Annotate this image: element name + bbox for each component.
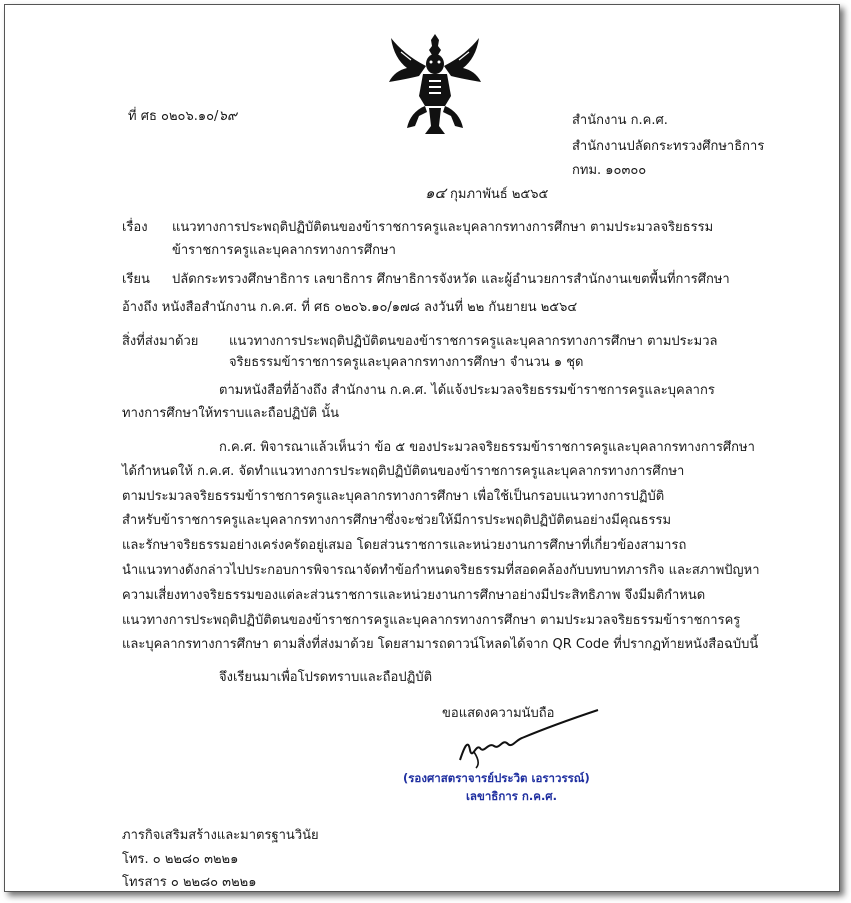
date-day-handwritten: ๑๔	[425, 184, 446, 202]
garuda-emblem-icon	[385, 30, 485, 140]
subject-line-2: ข้าราชการครูและบุคลากรทางการศึกษา	[172, 243, 396, 258]
enclosure-line-2: จริยธรรมข้าราชการครูและบุคลากรทางการศึกษา จำนวน ๑ ชุด	[229, 355, 584, 370]
letter-date	[425, 185, 548, 203]
signer-name: (รองศาสตราจารย์ประวิต เอราวรรณ์)	[403, 771, 590, 785]
signature	[450, 708, 610, 770]
para2-line-5: และรักษาจริยธรรมอย่างเคร่งครัดอยู่เสมอ โดยส่วนราชการและหน่วยงานการศึกษาที่เกี่ยวข้องสามารถ	[122, 538, 687, 553]
closing-paragraph: จึงเรียนมาเพื่อโปรดทราบและถือปฏิบัติ	[219, 670, 433, 685]
sender-office-line-2: สำนักงานปลัดกระทรวงศึกษาธิการ	[572, 139, 765, 154]
subject-line-1: แนวทางการประพฤติปฏิบัติตนของข้าราชการครูและบุคลากรทางการศึกษา ตามประมวลจริยธรรม	[172, 220, 714, 235]
para2-line-3: ตามประมวลจริยธรรมข้าราชการครูและบุคลากรทางการศึกษา เพื่อใช้เป็นกรอบแนวทางการปฏิบัติ	[122, 489, 665, 504]
footer-fax: โทรสาร ๐ ๒๒๘๐ ๓๒๒๑	[122, 875, 257, 890]
para2-line-1: ก.ค.ศ. พิจารณาแล้วเห็นว่า ข้อ ๕ ของประมวลจริยธรรมข้าราชการครูและบุคลากรทางการศึกษา	[219, 440, 755, 455]
enclosure-line-1: แนวทางการประพฤติปฏิบัติตนของข้าราชการครูและบุคลากรทางการศึกษา ตามประมวล	[229, 334, 718, 349]
reference-line: อ้างถึง หนังสือสำนักงาน ก.ค.ศ. ที่ ศธ ๐๒๐๖.๑๐/๑๗๘ ลงวันที่ ๒๒ กันยายน ๒๕๖๔	[122, 300, 578, 315]
to-text: ปลัดกระทรวงศึกษาธิการ เลขาธิการ ศึกษาธิการจังหวัด และผู้อำนวยการสำนักงานเขตพื้นที่การศึกษา	[172, 272, 730, 287]
para1-line-2: ทางการศึกษาให้ทราบและถือปฏิบัติ นั้น	[122, 406, 339, 421]
ref-no-text: ที่ ศธ ๐๒๐๖.๑๐/	[128, 109, 219, 124]
para2-line-4: สำหรับข้าราชการครูและบุคลากรทางการศึกษาซึ่งจะช่วยให้มีการประพฤติปฏิบัติตนอย่างมีคุณธรรม	[122, 513, 672, 528]
regards-text: ขอแสดงความนับถือ	[442, 706, 555, 721]
para2-line-9: และบุคลากรทางการศึกษา ตามสิ่งที่ส่งมาด้วย โดยสามารถดาวน์โหลดได้จาก QR Code ที่ปรากฏท้ายหนังสือฉบับนี้	[122, 637, 759, 652]
reference-number	[128, 108, 237, 125]
para2-line-6: นำแนวทางดังกล่าวไปประกอบการพิจารณาจัดทำข้อกำหนดจริยธรรมที่สอดคล้องกับบทบาทภารกิจ และสภาพปัญหา	[122, 563, 760, 578]
footer-phone: โทร. ๐ ๒๒๘๐ ๓๒๒๑	[122, 852, 239, 867]
para2-line-7: ความเสี่ยงทางจริยธรรมของแต่ละส่วนราชการและหน่วยงานการศึกษาอย่างมีประสิทธิภาพ จึงมีมติกำหนด	[122, 588, 706, 603]
sender-office-line-3: กทม. ๑๐๓๐๐	[572, 163, 647, 178]
ref-no-handwritten: ๖๙	[218, 108, 237, 124]
sender-office-line-1: สำนักงาน ก.ค.ศ.	[572, 113, 668, 128]
para2-line-8: แนวทางการประพฤติปฏิบัติตนของข้าราชการครูและบุคลากรทางการศึกษา ตามประมวลจริยธรรมข้าราชการครู	[122, 613, 741, 628]
para2-line-2: ได้กำหนดให้ ก.ค.ศ. จัดทำแนวทางการประพฤติปฏิบัติตนของข้าราชการครูและบุคลากรทางการศึกษา	[122, 464, 685, 479]
subject-label: เรื่อง	[122, 220, 148, 235]
para1-line-1: ตามหนังสือที่อ้างถึง สำนักงาน ก.ค.ศ. ได้แจ้งประมวลจริยธรรมข้าราชการครูและบุคลากร	[219, 383, 715, 398]
enclosure-label: สิ่งที่ส่งมาด้วย	[122, 334, 199, 349]
signer-title: เลขาธิการ ก.ค.ศ.	[466, 789, 557, 803]
to-label: เรียน	[122, 272, 150, 287]
footer-department: ภารกิจเสริมสร้างและมาตรฐานวินัย	[122, 828, 319, 843]
date-month-year: กุมภาพันธ์ ๒๕๖๕	[450, 187, 549, 202]
